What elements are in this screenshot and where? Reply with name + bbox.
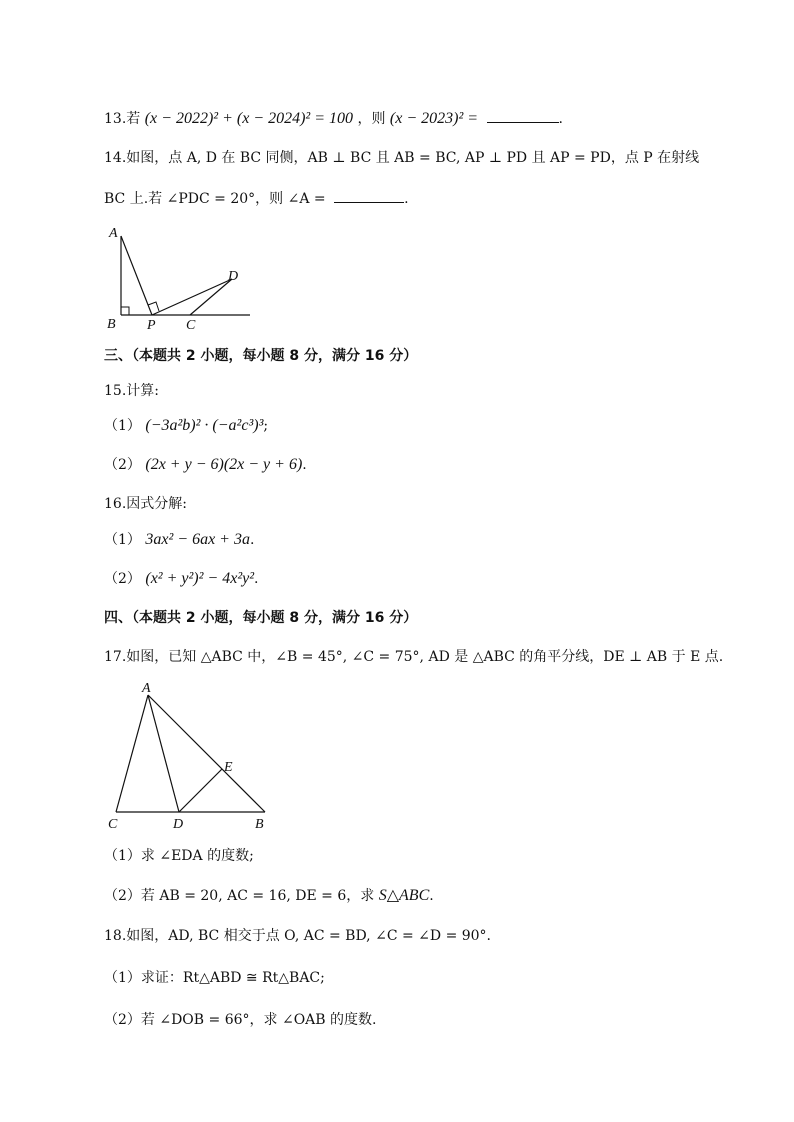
q17-stem: 17.如图，已知 △ABC 中，∠B = 45°, ∠C = 75°, AD 是 △ABC 的角平分线，DE ⊥ AB 于 E 点. — [104, 649, 724, 665]
q15-part2 — [104, 455, 307, 475]
q14-line2-text: BC 上.若 ∠PDC = 20°，则 ∠A = — [104, 191, 326, 207]
q17-label-e: E — [224, 760, 233, 775]
q14-label-b: B — [107, 317, 116, 332]
q18-part2: （2）若 ∠DOB = 66°，求 ∠OAB 的度数. — [104, 1012, 377, 1028]
q14-label-a: A — [109, 226, 118, 241]
q13-prefix: 13.若 — [104, 111, 141, 127]
q17-part2-text: （2）若 AB = 20, AC = 16, DE = 6，求 — [104, 888, 375, 904]
q14-figure — [100, 222, 260, 334]
q16-part2-label: （2） — [104, 571, 141, 587]
q15-part2-label: （2） — [104, 457, 141, 473]
q15-part1-label: （1） — [104, 418, 141, 434]
q13-end: . — [558, 111, 563, 127]
q14-segment-cd — [190, 279, 232, 315]
q14-segment-ap — [121, 236, 152, 315]
q13-answer-blank — [487, 108, 559, 123]
q17-part2-end: . — [429, 888, 434, 904]
q17-label-d: D — [173, 817, 184, 832]
q16-part2-end: . — [254, 571, 259, 587]
q16-part2-expression: (x² + y²)² − 4x²y² — [145, 570, 255, 587]
q14-label-c: C — [186, 318, 196, 333]
q17-label-c: C — [108, 817, 118, 832]
q17-segment-ab — [148, 695, 265, 812]
q14-right-angle-b — [121, 307, 129, 315]
q15-part2-end: . — [302, 457, 307, 473]
q16-title: 16.因式分解: — [104, 496, 187, 512]
q15-part2-expression: (2x + y − 6)(2x − y + 6) — [145, 456, 303, 473]
q14-segment-pd — [152, 279, 232, 315]
section-4-heading: 四、（本题共 2 小题，每小题 8 分，满分 16 分） — [104, 610, 418, 626]
section-3-heading: 三、（本题共 2 小题，每小题 8 分，满分 16 分） — [104, 348, 418, 364]
q17-part2-target: S△ABC — [378, 887, 430, 904]
q14-answer-blank — [334, 188, 404, 203]
q17-segment-de — [179, 769, 222, 812]
q17-segment-ac — [116, 695, 148, 812]
q13-expression: (x − 2022)² + (x − 2024)² = 100 — [144, 110, 354, 127]
q18-part1: （1）求证：Rt△ABD ≅ Rt△BAC; — [104, 970, 325, 986]
q16-part1-label: （1） — [104, 532, 141, 548]
q17-label-a: A — [142, 681, 151, 696]
question-14-line1: 14.如图，点 A, D 在 BC 同侧，AB ⊥ BC 且 AB = BC, AP ⊥ PD 且 AP = PD，点 P 在射线 — [104, 150, 700, 166]
q15-title: 15.计算: — [104, 383, 159, 399]
q16-part2 — [104, 569, 258, 589]
q14-end: . — [404, 191, 409, 207]
q13-target: (x − 2023)² = — [389, 110, 479, 127]
q17-part1: （1）求 ∠EDA 的度数; — [104, 848, 254, 864]
q15-part1-expression: (−3a²b)² · (−a²c³)³ — [145, 417, 264, 434]
q17-segment-ad — [148, 695, 179, 812]
q17-label-b: B — [255, 817, 264, 832]
question-14-line2 — [104, 188, 409, 209]
q18-stem: 18.如图，AD, BC 相交于点 O, AC = BD, ∠C = ∠D = 90°. — [104, 928, 492, 944]
q16-part1-end: . — [249, 532, 255, 548]
q14-label-d: D — [228, 269, 239, 284]
q13-mid: ，则 — [357, 111, 386, 127]
q17-part2 — [104, 886, 434, 906]
question-13 — [104, 108, 563, 129]
q15-part1 — [104, 416, 268, 436]
q16-part1 — [104, 530, 254, 550]
q15-part1-end: ; — [263, 418, 269, 434]
q16-part1-expression: 3ax² − 6ax + 3a — [145, 531, 250, 548]
q17-figure — [100, 678, 280, 836]
q14-label-p: P — [147, 318, 156, 333]
